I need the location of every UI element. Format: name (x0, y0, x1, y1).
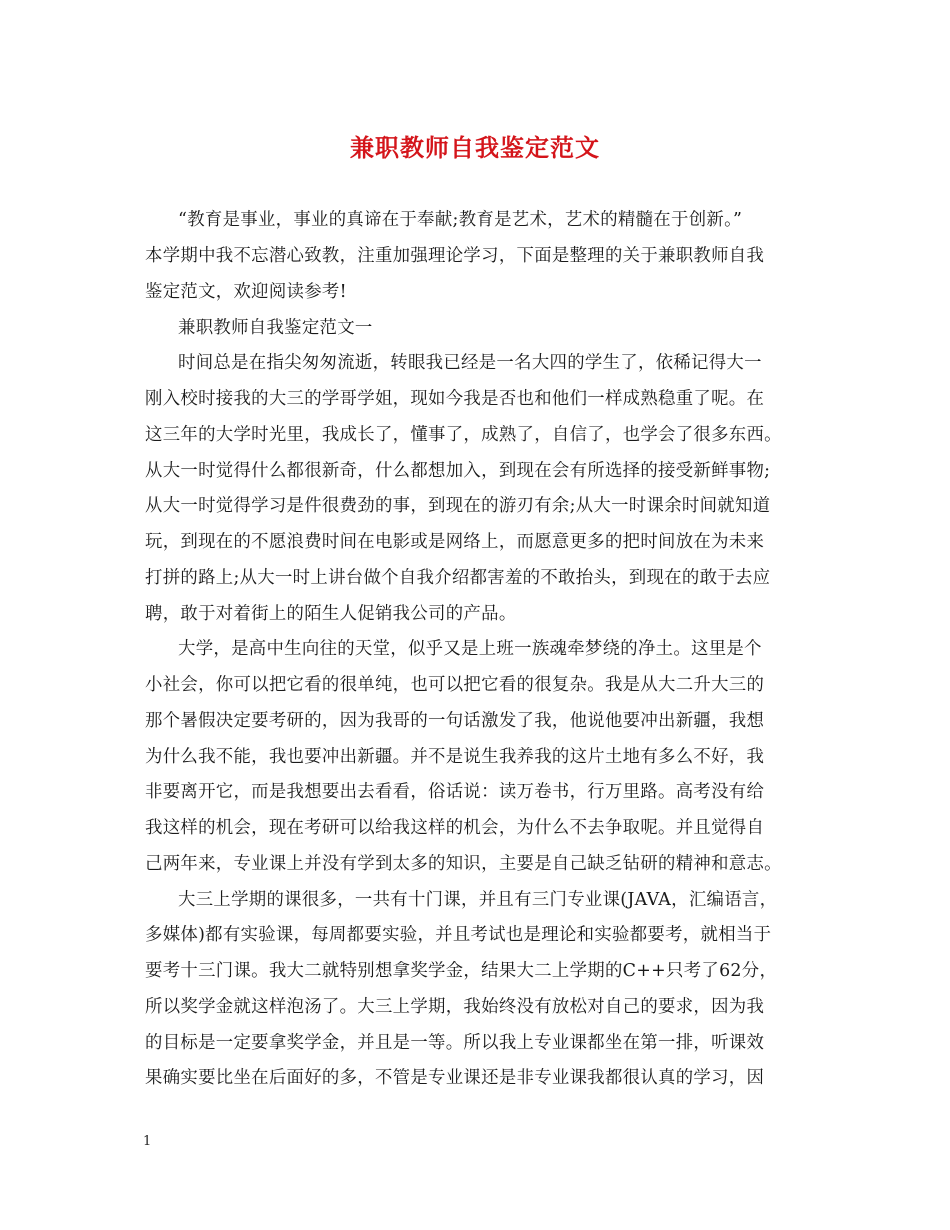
page-number: 1 (143, 1134, 152, 1149)
body-line: 从大一时觉得什么都很新奇，什么都想加入，到现在会有所选择的接受新鲜事物; (145, 461, 771, 481)
body-line: 从大一时觉得学习是件很费劲的事，到现在的游刃有余;从大一时课余时间就知道 (145, 496, 771, 516)
body-line: 要考十三门课。我大二就特别想拿奖学金，结果大二上学期的C++只考了62分， (145, 961, 778, 981)
body-line: 玩，到现在的不愿浪费时间在电影或是网络上，而愿意更多的把时间放在为未来 (145, 532, 765, 552)
body-line: 鉴定范文，欢迎阅读参考! (145, 282, 347, 302)
body-line: 多媒体)都有实验课，每周都要实验，并且考试也是理论和实验都要考，就相当于 (145, 925, 772, 945)
body-line: 打拼的路上;从大一时上讲台做个自我介绍都害羞的不敢抬头，到现在的敢于去应 (145, 568, 771, 588)
section-heading: 兼职教师自我鉴定范文一 (178, 318, 373, 338)
body-line: 聘，敢于对着街上的陌生人促销我公司的产品。 (145, 604, 517, 624)
body-line: 所以奖学金就这样泡汤了。大三上学期，我始终没有放松对自己的要求，因为我 (145, 997, 765, 1017)
body-line: 那个暑假决定要考研的，因为我哥的一句话激发了我，他说他要冲出新疆，我想 (145, 711, 765, 731)
body-line: 为什么我不能，我也要冲出新疆。并不是说生我养我的这片土地有多么不好，我 (145, 747, 765, 767)
body-line: 时间总是在指尖匆匆流逝，转眼我已经是一名大四的学生了，依稀记得大一 (178, 353, 762, 373)
body-line: 刚入校时接我的大三的学哥学姐，现如今我是否也和他们一样成熟稳重了呢。在 (145, 389, 765, 409)
body-line: 果确实要比坐在后面好的多，不管是专业课还是非专业课我都很认真的学习，因 (145, 1068, 765, 1088)
body-line: 我这样的机会，现在考研可以给我这样的机会，为什么不去争取呢。并且觉得自 (145, 818, 765, 838)
body-line: 的目标是一定要拿奖学金，并且是一等。所以我上专业课都坐在第一排，听课效 (145, 1033, 765, 1053)
body-line: “教育是事业，事业的真谛在于奉献;教育是艺术，艺术的精髓在于创新。” (178, 210, 743, 230)
body-line: 这三年的大学时光里，我成长了，懂事了，成熟了，自信了，也学会了很多东西。 (145, 425, 782, 445)
body-line: 大学，是高中生向往的天堂，似乎又是上班一族魂牵梦绕的净土。这里是个 (178, 639, 762, 659)
document-title: 兼职教师自我鉴定范文 (350, 133, 600, 162)
body-line: 非要离开它，而是我想要出去看看，俗话说：读万卷书，行万里路。高考没有给 (145, 782, 765, 802)
body-line: 大三上学期的课很多，一共有十门课，并且有三门专业课(JAVA，汇编语言， (178, 890, 778, 910)
body-line: 本学期中我不忘潜心致教，注重加强理论学习，下面是整理的关于兼职教师自我 (145, 246, 765, 266)
body-line: 小社会，你可以把它看的很单纯，也可以把它看的很复杂。我是从大二升大三的 (145, 675, 765, 695)
body-line: 己两年来，专业课上并没有学到太多的知识，主要是自己缺乏钻研的精神和意志。 (145, 854, 782, 874)
